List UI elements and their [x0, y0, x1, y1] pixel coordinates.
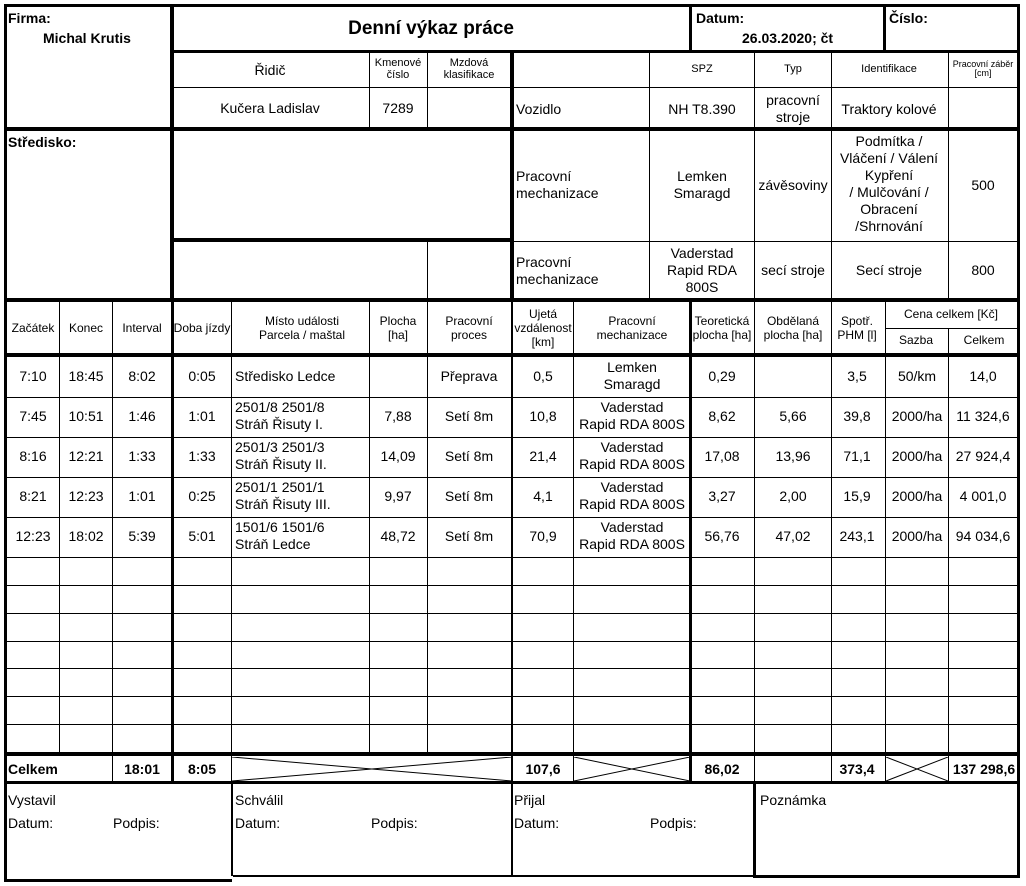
col-identifikace: Identifikace [861, 63, 917, 75]
th-obdelana: Obdělaná plocha [ha] [763, 314, 823, 342]
vehicle-label: Vozidlo [516, 101, 562, 117]
th-konec: Konec [68, 321, 104, 335]
cell-zacatek: 12:23 [15, 528, 51, 544]
cell-konec: 10:51 [68, 408, 104, 424]
crossed-cell [886, 757, 948, 781]
stredisko-label: Středisko: [8, 134, 77, 150]
th-cena: Cena celkem [Kč] [903, 307, 999, 321]
cell-doba-jizdy: 0:25 [188, 488, 216, 504]
cell-teoreticka: 8,62 [708, 408, 736, 424]
cell-spotreba: 39,8 [843, 408, 871, 424]
cell-doba-jizdy: 0:05 [188, 368, 216, 384]
cell-sazba: 2000/ha [891, 528, 943, 544]
cell-ujeta: 70,9 [529, 528, 557, 544]
cell-ujeta: 21,4 [529, 448, 557, 464]
cell-interval: 1:46 [128, 408, 156, 424]
cell-konec: 18:02 [68, 528, 104, 544]
cell-zacatek: 8:16 [19, 448, 47, 464]
totals-spotreba: 373,4 [839, 761, 875, 777]
totals-ujeta: 107,6 [525, 761, 561, 777]
cell-sazba: 2000/ha [891, 408, 943, 424]
mechanizace-2-spz: Vaderstad Rapid RDA 800S [666, 245, 738, 295]
cell-spotreba: 71,1 [843, 448, 871, 464]
cell-konec: 18:45 [68, 368, 104, 384]
cell-obdelana: 5,66 [779, 408, 807, 424]
schvalil-podpis: Podpis: [371, 815, 418, 831]
firma-label: Firma: [8, 10, 51, 26]
cell-sazba: 50/km [897, 368, 937, 384]
totals-label: Celkem [8, 761, 58, 777]
poznamka-label: Poznámka [760, 792, 827, 808]
cell-teoreticka: 17,08 [704, 448, 740, 464]
cell-obdelana: 47,02 [775, 528, 811, 544]
th-plocha: Plocha [ha] [379, 314, 417, 342]
cell-ujeta: 4,1 [533, 488, 553, 504]
cell-proces: Setí 8m [444, 488, 494, 504]
schvalil-datum: Datum: [235, 815, 281, 831]
cell-proces: Přeprava [440, 368, 498, 384]
th-doba-jizdy: Doba jízdy [173, 321, 231, 335]
totals-teoreticka: 86,02 [704, 761, 740, 777]
cell-misto: 1501/6 1501/6 Stráň Ledce [235, 519, 325, 552]
col-kmenove: Kmenové číslo [374, 57, 422, 81]
th-misto: Místo události Parcela / maštal [258, 314, 346, 342]
cell-mechanizace: Vaderstad Rapid RDA 800S [579, 519, 685, 552]
col-ridic: Řidič [254, 62, 286, 78]
prijal-datum: Datum: [514, 815, 560, 831]
cell-celkem: 94 034,6 [955, 528, 1011, 544]
mechanizace-1-identifikace: Podmítka / Vláčení / Válení Kypření / Mulčování / Obracení /Shrnování [839, 133, 939, 234]
th-proces: Pracovní proces [445, 314, 493, 342]
cell-celkem: 4 001,0 [959, 488, 1007, 504]
cell-konec: 12:21 [68, 448, 104, 464]
th-interval: Interval [122, 321, 162, 335]
th-teoreticka: Teoretická plocha [ha] [692, 314, 752, 342]
cell-celkem: 14,0 [969, 368, 997, 384]
cell-mechanizace: Lemken Smaragd [603, 359, 661, 392]
cell-proces: Setí 8m [444, 408, 494, 424]
cell-interval: 8:02 [128, 368, 156, 384]
cell-obdelana: 2,00 [779, 488, 807, 504]
crossed-cell [574, 757, 690, 781]
cell-doba-jizdy: 5:01 [188, 528, 216, 544]
schvalil-label: Schválil [235, 792, 284, 808]
cell-ujeta: 0,5 [533, 368, 553, 384]
cell-obdelana: 13,96 [775, 448, 811, 464]
th-celkem: Celkem [963, 333, 1005, 347]
cell-celkem: 27 924,4 [955, 448, 1011, 464]
vehicle-typ: pracovní stroje [766, 92, 820, 125]
cell-ujeta: 10,8 [529, 408, 557, 424]
cell-interval: 1:01 [128, 488, 156, 504]
cell-mechanizace: Vaderstad Rapid RDA 800S [579, 399, 685, 432]
col-mzdova: Mzdová klasifikace [443, 57, 495, 81]
th-zacatek: Začátek [11, 321, 55, 335]
cell-doba-jizdy: 1:33 [188, 448, 216, 464]
mechanizace-1-typ: závěsoviny [758, 177, 828, 193]
cell-zacatek: 7:10 [19, 368, 47, 384]
driver-number: 7289 [382, 100, 414, 116]
mechanizace-2-label: Pracovní mechanizace [516, 254, 599, 287]
cell-misto: 2501/8 2501/8 Stráň Řisuty I. [235, 399, 325, 432]
cell-spotreba: 243,1 [839, 528, 875, 544]
mechanizace-2-identifikace: Secí stroje [855, 262, 923, 278]
cell-proces: Setí 8m [444, 528, 494, 544]
cell-teoreticka: 3,27 [708, 488, 736, 504]
driver-name: Kučera Ladislav [220, 100, 320, 116]
cell-mechanizace: Vaderstad Rapid RDA 800S [579, 439, 685, 472]
cell-sazba: 2000/ha [891, 448, 943, 464]
cell-plocha: 9,97 [384, 488, 412, 504]
mechanizace-1-label: Pracovní mechanizace [516, 168, 599, 201]
cell-teoreticka: 0,29 [708, 368, 736, 384]
cell-plocha: 7,88 [384, 408, 412, 424]
mechanizace-1-zaber: 500 [971, 177, 995, 193]
datum-label: Datum: [696, 10, 745, 26]
cell-konec: 12:23 [68, 488, 104, 504]
cell-zacatek: 7:45 [19, 408, 47, 424]
cell-plocha: 48,72 [380, 528, 416, 544]
firma-value: Michal Krutis [43, 30, 131, 46]
crossed-cell [232, 757, 512, 781]
cell-teoreticka: 56,76 [704, 528, 740, 544]
totals-celkem: 137 298,6 [952, 761, 1016, 777]
cislo-label: Číslo: [889, 10, 928, 26]
mechanizace-2-typ: secí stroje [761, 262, 825, 278]
vystavil-datum: Datum: [8, 815, 54, 831]
col-typ: Typ [784, 63, 802, 75]
cell-celkem: 11 324,6 [956, 408, 1010, 424]
cell-spotreba: 15,9 [843, 488, 871, 504]
vehicle-identifikace: Traktory kolové [841, 101, 937, 117]
th-sazba: Sazba [898, 333, 934, 347]
col-spz: SPZ [691, 63, 713, 75]
cell-doba-jizdy: 1:01 [188, 408, 216, 424]
th-ujeta: Ujetá vzdálenost [km] [514, 307, 572, 349]
totals-doba: 8:05 [187, 761, 217, 777]
cell-misto: 2501/3 2501/3 Stráň Řisuty II. [235, 439, 327, 472]
vystavil-podpis: Podpis: [113, 815, 160, 831]
cell-spotreba: 3,5 [847, 368, 867, 384]
cell-proces: Setí 8m [444, 448, 494, 464]
mechanizace-1-spz: Lemken Smaragd [673, 168, 731, 201]
prijal-podpis: Podpis: [650, 815, 697, 831]
cell-misto: Středisko Ledce [235, 368, 336, 384]
totals-interval: 18:01 [124, 761, 160, 777]
vehicle-spz: NH T8.390 [668, 101, 736, 117]
cell-interval: 5:39 [128, 528, 156, 544]
page-title: Denní výkaz práce [348, 18, 514, 39]
prijal-label: Přijal [514, 792, 546, 808]
cell-misto: 2501/1 2501/1 Stráň Řisuty III. [235, 479, 331, 512]
cell-mechanizace: Vaderstad Rapid RDA 800S [579, 479, 685, 512]
cell-sazba: 2000/ha [891, 488, 943, 504]
cell-plocha: 14,09 [380, 448, 416, 464]
col-pracovni-zaber: Pracovní záběr [cm] [952, 59, 1014, 78]
cell-interval: 1:33 [128, 448, 156, 464]
th-mechanizace: Pracovní mechanizace [596, 314, 668, 342]
mechanizace-2-zaber: 800 [971, 262, 995, 278]
vystavil-label: Vystavil [8, 792, 56, 808]
datum-value: 26.03.2020; čt [742, 30, 834, 46]
cell-zacatek: 8:21 [19, 488, 47, 504]
th-spotreba: Spotř. PHM [l] [837, 314, 877, 342]
